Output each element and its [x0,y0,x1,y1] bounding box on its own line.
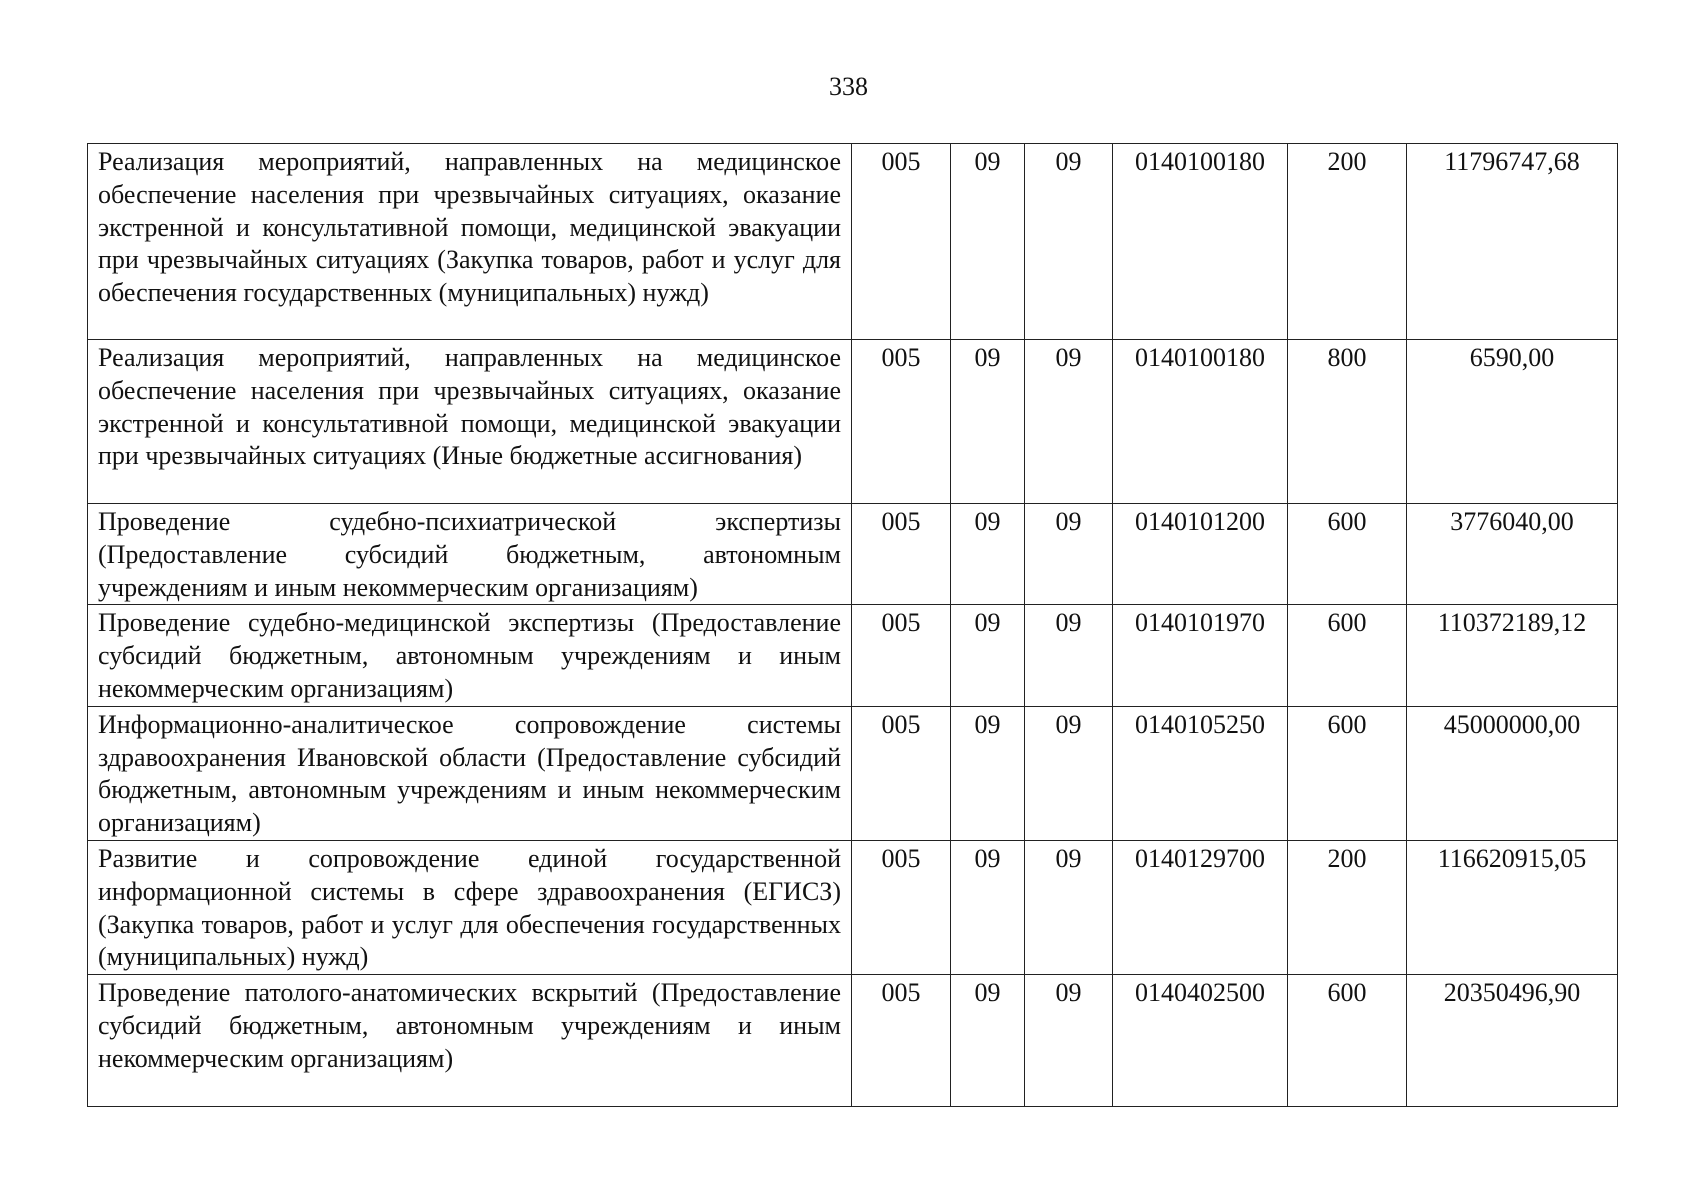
section-code: 09 [951,706,1025,840]
budget-table [87,143,1618,1107]
row-description: Реализация мероприятий, направленных на медицинское обеспечение населения при чрезвычайных ситуациях, оказание экстренной и консультативной помощи, медицинской эвакуации при чрезвычайных ситуациях (Иные бюджетные ассигнования) [88,340,852,504]
row-description: Проведение судебно-медицинской экспертизы (Предоставление субсидий бюджетным, автономным учреждениям и иным некоммерческим организациям) [88,605,852,706]
row-description: Проведение патолого-анатомических вскрытий (Предоставление субсидий бюджетным, автономным учреждениям и иным некоммерческим организациям) [88,975,852,1107]
amount-value: 45000000,00 [1407,706,1618,840]
section-code: 09 [951,975,1025,1107]
target-article-code: 0140100180 [1113,340,1288,504]
row-description: Информационно-аналитическое сопровождение системы здравоохранения Ивановской области (Предоставление субсидий бюджетным, автономным учреждениям и иным некоммерческим организациям) [88,706,852,840]
expense-type-code: 600 [1288,975,1407,1107]
subsection-code: 09 [1025,605,1113,706]
expense-type-code: 200 [1288,144,1407,340]
target-article-code: 0140100180 [1113,144,1288,340]
expense-type-code: 600 [1288,605,1407,706]
amount-value: 110372189,12 [1407,605,1618,706]
ministry-code: 005 [852,144,951,340]
table-row [88,340,1618,504]
table-row [88,706,1618,840]
section-code: 09 [951,840,1025,974]
expense-type-code: 600 [1288,504,1407,605]
table-row [88,504,1618,605]
expense-type-code: 600 [1288,706,1407,840]
row-description: Развитие и сопровождение единой государственной информационной системы в сфере здравоохранения (ЕГИСЗ) (Закупка товаров, работ и услуг для обеспечения государственных (муниципальных) нужд) [88,840,852,974]
expense-type-code: 200 [1288,840,1407,974]
section-code: 09 [951,605,1025,706]
subsection-code: 09 [1025,975,1113,1107]
expense-type-code: 800 [1288,340,1407,504]
target-article-code: 0140101200 [1113,504,1288,605]
target-article-code: 0140129700 [1113,840,1288,974]
table-row [88,144,1618,340]
table-row [88,605,1618,706]
amount-value: 3776040,00 [1407,504,1618,605]
subsection-code: 09 [1025,504,1113,605]
ministry-code: 005 [852,340,951,504]
target-article-code: 0140402500 [1113,975,1288,1107]
section-code: 09 [951,504,1025,605]
section-code: 09 [951,144,1025,340]
table-row [88,975,1618,1107]
subsection-code: 09 [1025,340,1113,504]
subsection-code: 09 [1025,840,1113,974]
amount-value: 116620915,05 [1407,840,1618,974]
target-article-code: 0140105250 [1113,706,1288,840]
page-number: 338 [829,72,868,101]
target-article-code: 0140101970 [1113,605,1288,706]
amount-value: 11796747,68 [1407,144,1618,340]
row-description: Реализация мероприятий, направленных на медицинское обеспечение населения при чрезвычайных ситуациях, оказание экстренной и консультативной помощи, медицинской эвакуации при чрезвычайных ситуациях (Закупка товаров, работ и услуг для обеспечения государственных (муниципальных) нужд) [88,144,852,340]
table-row [88,840,1618,974]
row-description: Проведение судебно-психиатрической экспертизы (Предоставление субсидий бюджетным, автономным учреждениям и иным некоммерческим организациям) [88,504,852,605]
ministry-code: 005 [852,975,951,1107]
ministry-code: 005 [852,605,951,706]
subsection-code: 09 [1025,144,1113,340]
subsection-code: 09 [1025,706,1113,840]
ministry-code: 005 [852,504,951,605]
amount-value: 6590,00 [1407,340,1618,504]
ministry-code: 005 [852,706,951,840]
amount-value: 20350496,90 [1407,975,1618,1107]
section-code: 09 [951,340,1025,504]
ministry-code: 005 [852,840,951,974]
